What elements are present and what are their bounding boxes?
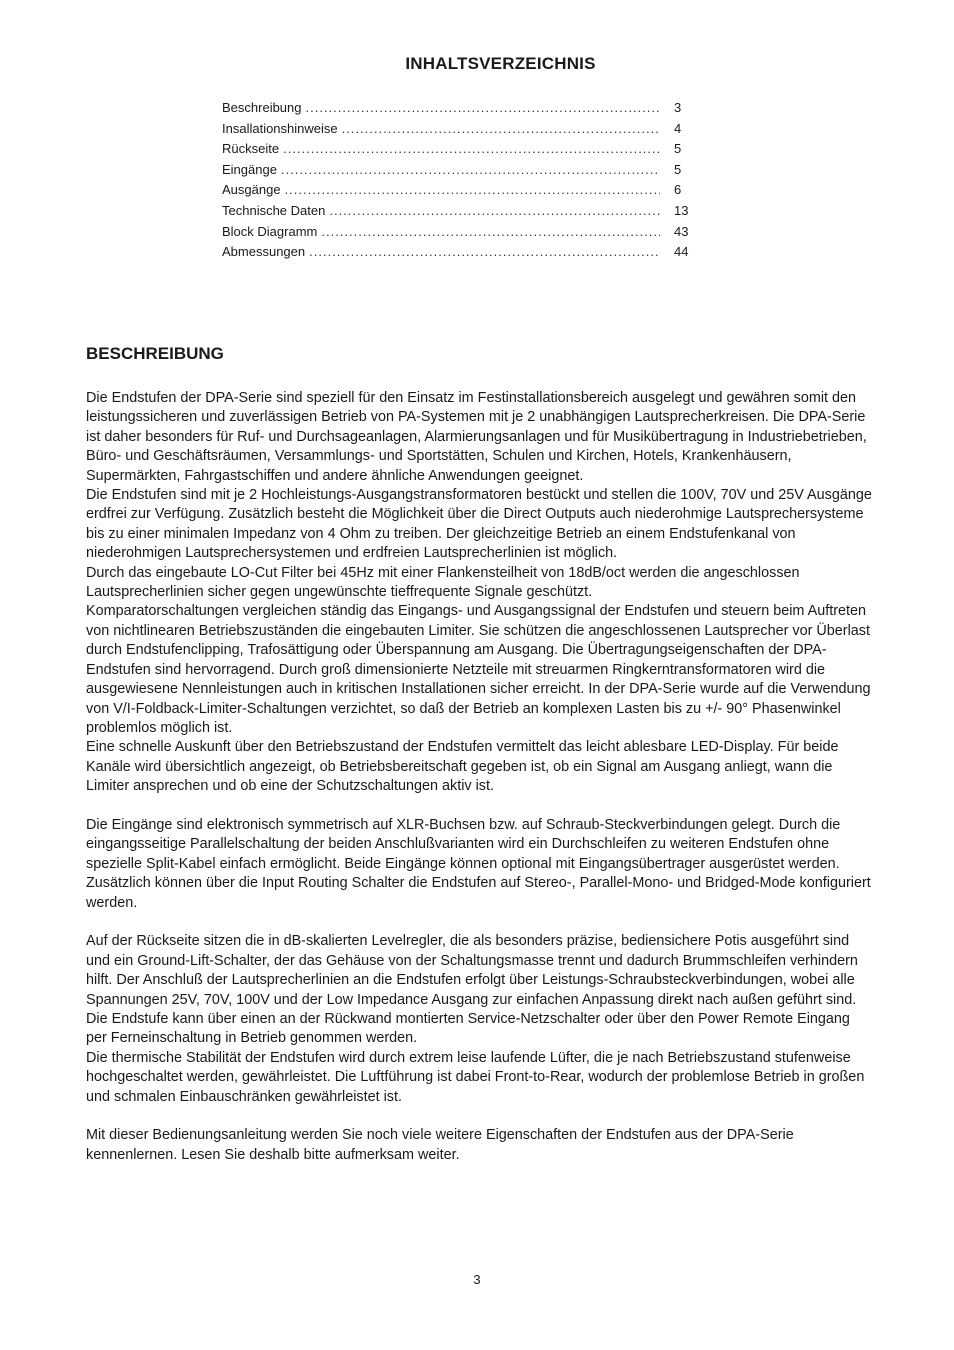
toc-entry-page: 13 <box>674 202 689 218</box>
body-paragraph: Die Eingänge sind elektronisch symmetrisch auf XLR-Buchsen bzw. auf Schraub-Steckverbindungen gelegt. Durch die eingangsseitige Parallelschaltung der beiden Anschlußvarianten wird ein Durchschleifen zu weiteren Endstufen ohne spezielle Split-Kabel einfach ermöglicht. Beide Eingänge können optional mit Eingangsübertrager ausgerüstet werden. Zusätzlich können über die Input Routing Schalter die Endstufen auf Stereo-, Parallel-Mono- und Bridged-Mode konfiguriert werden. <box>86 816 871 911</box>
toc-entry-page: 4 <box>674 120 682 136</box>
toc-leader-dots <box>321 222 660 243</box>
toc-leader-dots <box>329 201 660 222</box>
section-heading: BESCHREIBUNG <box>86 344 224 363</box>
table-of-contents <box>222 98 702 263</box>
body-paragraph: Die Endstufen sind mit je 2 Hochleistungs-Ausgangstransformatoren bestückt und stellen die 100V, 70V und 25V Ausgänge erdfrei zur Verfügung. Zusätzlich besteht die Möglichkeit über die Direct Outputs auch niederohmige Lautsprechersysteme bis zu einer minimalen Impedanz von 4 Ohm zu treiben. Der gleichzeitige Betrieb an einem Endstufenkanal von niederohmigen Lautsprechersystemen und erdfreien Lautsprecherlinien ist möglich. <box>86 487 872 562</box>
body-paragraph: Mit dieser Bedienungsanleitung werden Sie noch viele weitere Eigenschaften der Endstufen aus der DPA-Serie kennenlernen. Lesen Sie deshalb bitte aufmerksam weiter. <box>86 1127 794 1163</box>
body-paragraph: Die thermische Stabilität der Endstufen wird durch extrem leise laufende Lüfter, die je nach Betriebszustand stufenweise hochgeschaltet werden, gewährleistet. Die Luftführung ist dabei Front-to-Rear, wodurch der problemlose Betrieb in großen und schmalen Einbauschränken gewährleistet ist. <box>86 1049 865 1105</box>
toc-entry-page: 5 <box>674 141 682 157</box>
toc-entry-page: 3 <box>674 100 682 115</box>
toc-entry-title: Eingänge <box>222 161 277 177</box>
toc-entry-page: 5 <box>674 161 682 177</box>
toc-entry <box>222 222 702 243</box>
toc-entry-title: Block Diagramm <box>222 223 318 239</box>
toc-entry-title: Rückseite <box>222 141 280 157</box>
body-paragraph: Auf der Rückseite sitzen die in dB-skalierten Levelregler, die als besonders präzise, bediensichere Potis ausgeführt sind und ein Ground-Lift-Schalter, der das Gehäuse von der Schaltungsmasse trennt und dadurch Brummschleifen verhindern hilft. Der Anschluß der Lautsprecherlinien an die Endstufen erfolgt über Leistungs-Schraubsteckverbindungen, wobei alle Spannungen 25V, 70V, 100V und der Low Impedance Ausgang zur einfachen Anpassung direkt nach außen geführt sind. Die Endstufe kann über einen an der Rückwand montierten Service-Netzschalter oder über den Power Remote Eingang per Ferneinschaltung in Betrieb genommen werden. <box>86 933 858 1047</box>
toc-entry <box>222 139 702 160</box>
body-paragraph: Durch das eingebaute LO-Cut Filter bei 45Hz mit einer Flankensteilheit von 18dB/oct werden die angeschlossen Lautsprecherlinien sicher gegen ungewünschte tieffrequente Signale geschützt. <box>86 564 800 601</box>
toc-entry <box>222 242 702 263</box>
toc-entry <box>222 98 702 119</box>
toc-leader-dots <box>283 139 660 160</box>
toc-leader-dots <box>306 98 661 119</box>
toc-leader-dots <box>285 180 660 201</box>
body-paragraph: Eine schnelle Auskunft über den Betriebszustand der Endstufen vermittelt das leicht ablesbare LED-Display. Für beide Kanäle wird übersichtlich angezeigt, ob Betriebsbereitschaft gegeben ist, ob ein Signal am Ausgang anliegt, wann die Limiter ansprechen und ob eine der Schutzschaltungen aktiv ist. <box>86 739 839 795</box>
toc-entry <box>222 119 702 140</box>
body-paragraph: Komparatorschaltungen vergleichen ständig das Eingangs- und Ausgangssignal der Endstufen und steuern beim Auftreten von nichtlinearen Betriebszuständen die eingebauten Limiter. Sie schützen die angeschlossenen Lautsprecher vor Überlast durch Endstufenclipping, Trafosättigung oder Überspannung am Ausgang. Die Übertragungseigenschaften der DPA-Endstufen sind hervorragend. Durch groß dimensionierte Netzteile mit streuarmen Ringkerntransformatoren wird die ausgewiesene Nennleistungen auch in kritischen Installationen sicher erreicht. In der DPA-Serie wurde auf die Verwendung von V/I-Foldback-Limiter-Schaltungen verzichtet, so daß der Betrieb an komplexen Lasten bis zu +/- 90° Phasenwinkel problemlos möglich ist. <box>86 603 871 736</box>
toc-entry <box>222 160 702 181</box>
section-body <box>86 389 874 1165</box>
toc-leader-dots <box>309 242 660 263</box>
toc-entry-title: Abmessungen <box>222 244 306 260</box>
toc-entry <box>222 201 702 222</box>
toc-heading: INHALTSVERZEICHNIS <box>405 54 596 73</box>
toc-entry <box>222 180 702 201</box>
toc-entry-title: Technische Daten <box>222 202 326 218</box>
toc-leader-dots <box>342 119 660 140</box>
page-number: 3 <box>473 1272 481 1287</box>
toc-entry-title: Ausgänge <box>222 182 281 198</box>
toc-entry-title: Beschreibung <box>222 100 302 115</box>
toc-entry-page: 6 <box>674 182 682 198</box>
toc-entry-page: 43 <box>674 223 689 239</box>
toc-entry-title: Insallationshinweise <box>222 120 338 136</box>
toc-entry-page: 44 <box>674 244 689 260</box>
body-paragraph: Die Endstufen der DPA-Serie sind speziell für den Einsatz im Festinstallationsbereich ausgelegt und gewähren somit den leistungssicheren und zuverlässigen Betrieb von PA-Systemen mit je 2 unabhängigen Lautsprecherkreisen. Die DPA-Serie ist daher besonders für Ruf- und Durchsageanlagen, Alarmierungsanlagen und für Musikübertragung in Industriebetrieben, Büro- und Geschäftsräumen, Versammlungs- und Sportstätten, Schulen und Kirchen, Hotels, Krankenhäusern, Supermärkten, Fahrgastschiffen und andere ähnliche Anwendungen geeignet. <box>86 390 867 484</box>
toc-leader-dots <box>281 160 660 181</box>
